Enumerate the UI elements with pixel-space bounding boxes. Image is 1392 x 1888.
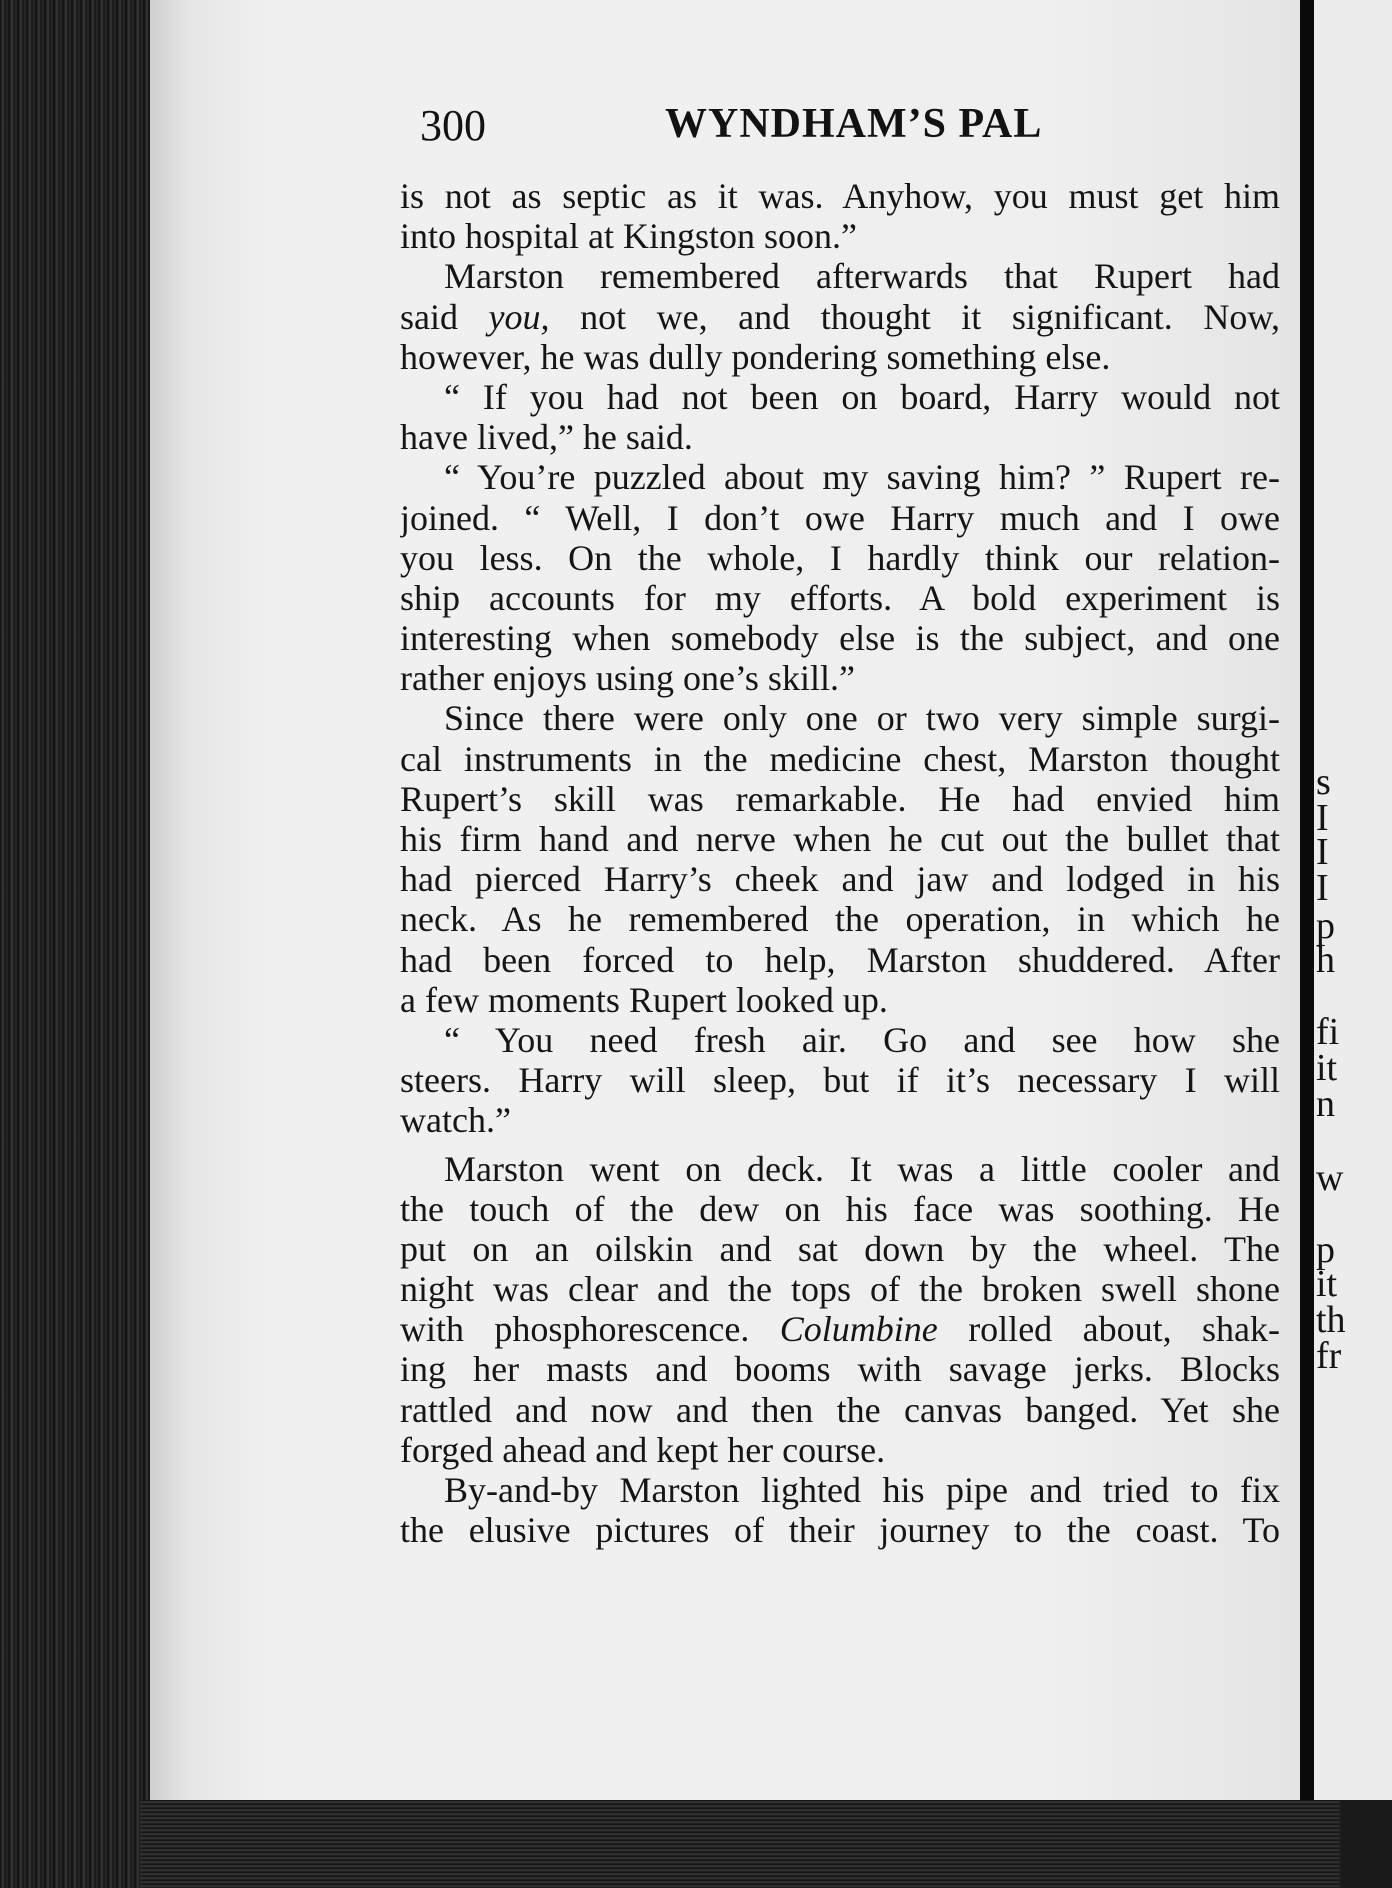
facing-page-fragment: n xyxy=(1316,1083,1335,1125)
text-line: ship accounts for my efforts. A bold experiment is xyxy=(400,577,1280,618)
facing-page-fragment: I xyxy=(1316,797,1329,839)
text-line: his firm hand and nerve when he cut out the bullet that xyxy=(400,819,1280,859)
text-line: Marston went on deck. It was a little cooler and xyxy=(444,1148,1280,1189)
text-line: Rupert’s skill was remarkable. He had envied him xyxy=(400,778,1280,819)
text-line: Since there were only one or two very simple surgi- xyxy=(444,698,1280,739)
running-title: WYNDHAM’S PAL xyxy=(665,101,1043,147)
text-line: neck. As he remembered the operation, in which he xyxy=(400,899,1280,940)
text-line: interesting when somebody else is the subject, and one xyxy=(400,618,1280,659)
body-text xyxy=(400,176,1280,1550)
text-line: into hospital at Kingston soon.” xyxy=(400,216,857,257)
text-line: rattled and now and then the canvas banged. Yet she xyxy=(400,1389,1280,1430)
text-line: steers. Harry will sleep, but if it’s necessary I will xyxy=(400,1060,1280,1101)
facing-page-fragment: it xyxy=(1316,1263,1338,1305)
facing-page-fragment: it xyxy=(1316,1047,1338,1089)
facing-page-fragment: th xyxy=(1316,1299,1346,1341)
text-line: “ You’re puzzled about my saving him? ” Rupert re- xyxy=(444,457,1280,498)
text-line: the touch of the dew on his face was soothing. He xyxy=(400,1188,1280,1229)
text-line: with phosphorescence. Columbine rolled about, shak- xyxy=(400,1309,1280,1350)
text-line: you less. On the whole, I hardly think our relation- xyxy=(400,537,1280,578)
facing-page-edge xyxy=(1314,0,1392,1800)
facing-page-fragment: h xyxy=(1316,939,1335,981)
text-line: ing her masts and booms with savage jerks. Blocks xyxy=(400,1349,1280,1390)
facing-page-fragment: p xyxy=(1316,1229,1335,1271)
facing-page-fragment: s xyxy=(1316,761,1331,803)
text-line: “ If you had not been on board, Harry would not xyxy=(444,376,1280,417)
facing-page-fragment: I xyxy=(1316,831,1329,873)
text-line: “ You need fresh air. Go and see how she xyxy=(444,1019,1280,1060)
text-line: a few moments Rupert looked up. xyxy=(400,979,888,1020)
text-line: put on an oilskin and sat down by the wheel. The xyxy=(400,1228,1280,1269)
text-line: however, he was dully pondering something else. xyxy=(400,336,1111,377)
text-line: said you, not we, and thought it significant. Now, xyxy=(400,296,1280,337)
page-number: 300 xyxy=(420,101,486,150)
book-gutter xyxy=(1300,0,1314,1800)
text-line: By-and-by Marston lighted his pipe and tried to fix xyxy=(444,1470,1280,1510)
text-line: Marston remembered afterwards that Rupert had xyxy=(444,256,1280,297)
text-line: forged ahead and kept her course. xyxy=(400,1429,886,1470)
text-line: watch.” xyxy=(400,1100,511,1141)
facing-page-fragment: I xyxy=(1316,867,1329,909)
page-stack-edge xyxy=(0,0,160,1888)
facing-page-fragment: fr xyxy=(1316,1335,1342,1377)
text-line: night was clear and the tops of the broken swell shone xyxy=(400,1269,1280,1310)
text-line: have lived,” he said. xyxy=(400,417,693,458)
text-line: rather enjoys using one’s skill.” xyxy=(400,658,855,699)
facing-page-fragment: w xyxy=(1316,1157,1344,1199)
text-line: the elusive pictures of their journey to the coast. To xyxy=(400,1510,1280,1551)
page-header xyxy=(420,100,1050,160)
text-line: is not as septic as it was. Anyhow, you must get him xyxy=(400,176,1280,216)
facing-page-fragment: p xyxy=(1316,905,1335,947)
text-line: had been forced to help, Marston shuddered. After xyxy=(400,939,1280,980)
text-line: cal instruments in the medicine chest, Marston thought xyxy=(400,738,1280,779)
page-stack-bottom xyxy=(140,1800,1340,1888)
facing-page-fragment: fi xyxy=(1316,1011,1340,1053)
text-line: had pierced Harry’s cheek and jaw and lodged in his xyxy=(400,859,1280,900)
text-line: joined. “ Well, I don’t owe Harry much and I owe xyxy=(400,497,1280,538)
